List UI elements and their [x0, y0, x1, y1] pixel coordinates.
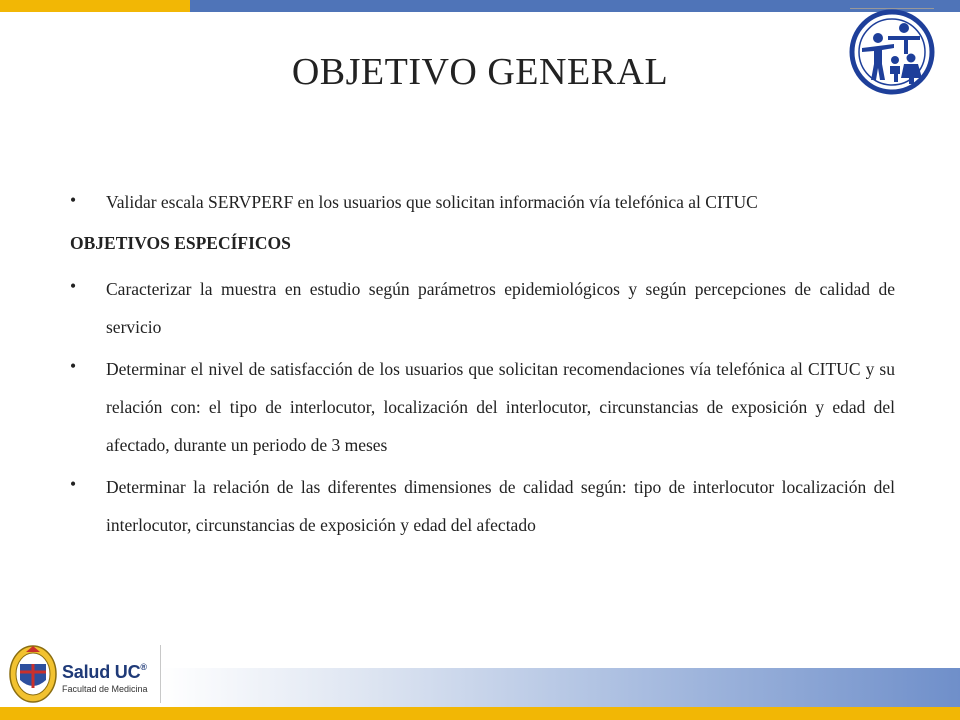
specific-objective-text: Caracterizar la muestra en estudio según parámetros epidemiológicos y según percepciones de calidad de servicio: [106, 279, 895, 337]
specific-objective-item: [70, 468, 895, 544]
specific-objectives-heading: OBJETIVOS ESPECÍFICOS: [70, 233, 291, 253]
slide-body: [70, 184, 895, 544]
slide-title: OBJETIVO GENERAL: [291, 51, 669, 93]
bullet-icon: •: [70, 276, 77, 296]
bullet-icon: •: [70, 190, 77, 210]
top-accent-bar-blue: [190, 0, 960, 12]
specific-objective-text: Determinar la relación de las diferentes dimensiones de calidad según: tipo de interlocutor localización del interlocutor, circunstancias de exposición y edad del afectado: [106, 477, 895, 535]
brand-subtitle: Facultad de Medicina: [62, 684, 148, 694]
salud-uc-logo: [62, 662, 148, 694]
general-objective-text: Validar escala SERVPERF en los usuarios que solicitan información vía telefónica al CITUC: [106, 192, 758, 212]
specific-objective-item: [70, 350, 895, 464]
bottom-accent-bar-gold: [0, 707, 960, 720]
specific-objective-text: Determinar el nivel de satisfacción de los usuarios que solicitan recomendaciones vía telefónica al CITUC y su relación con: el tipo de interlocutor, localización del interlocutor, circunstancias de exposición y edad del afectado, durante un periodo de 3 meses: [106, 359, 895, 455]
specific-objective-item: [70, 270, 895, 346]
footer-divider: [160, 645, 161, 703]
bottom-gradient-bar: [160, 668, 960, 708]
general-objective-item: [70, 184, 895, 220]
brand-name: Salud UC®: [62, 662, 147, 682]
bullet-icon: •: [70, 356, 77, 376]
university-crest-icon: [8, 642, 58, 704]
top-accent-bar-gold: [0, 0, 190, 12]
bullet-icon: •: [70, 474, 77, 494]
